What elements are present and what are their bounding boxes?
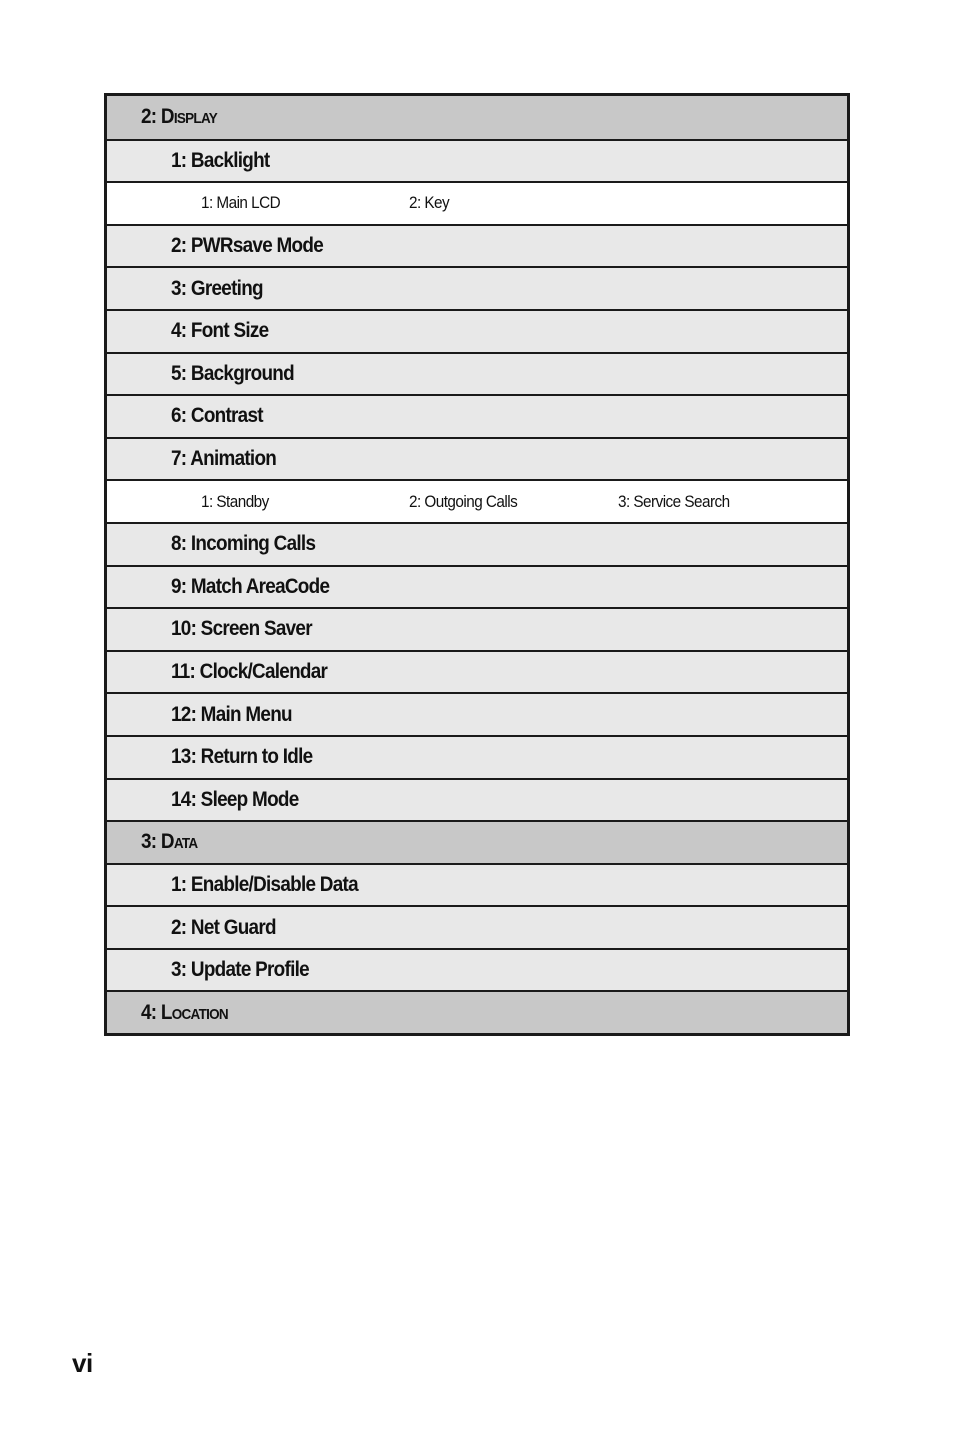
menu-item-main-menu (107, 692, 847, 735)
section-label: 3: Data (141, 830, 198, 854)
menu-item-screen-saver (107, 607, 847, 650)
menu-item-sleep-mode (107, 778, 847, 821)
submenu-row-backlight (107, 181, 847, 224)
menu-item-enable-disable-data (107, 863, 847, 906)
menu-item-clock-calendar (107, 650, 847, 693)
menu-item-incoming-calls (107, 522, 847, 565)
submenu-option: 2: Outgoing Calls (409, 491, 518, 511)
menu-item-label: 13: Return to Idle (171, 745, 313, 769)
menu-item-match-areacode (107, 565, 847, 608)
menu-item-label: 11: Clock/Calendar (171, 660, 328, 684)
menu-item-label: 3: Update Profile (171, 958, 309, 982)
menu-item-background (107, 352, 847, 395)
page-number: vi (72, 1348, 93, 1378)
menu-item-label: 2: Net Guard (171, 915, 276, 939)
menu-item-label: 8: Incoming Calls (171, 532, 316, 556)
menu-table (104, 93, 850, 1036)
menu-item-label: 3: Greeting (171, 276, 263, 300)
menu-item-pwrsave-mode (107, 224, 847, 267)
submenu-option: 1: Main LCD (201, 193, 281, 213)
menu-item-contrast (107, 394, 847, 437)
menu-item-label: 9: Match AreaCode (171, 574, 330, 598)
menu-item-return-to-idle (107, 735, 847, 778)
menu-item-font-size (107, 309, 847, 352)
menu-item-net-guard (107, 905, 847, 948)
submenu-option: 2: Key (409, 193, 450, 213)
menu-item-label: 5: Background (171, 361, 294, 385)
submenu-option: 3: Service Search (618, 491, 730, 511)
menu-item-label: 7: Animation (171, 447, 277, 471)
section-data (107, 820, 847, 863)
menu-item-update-profile (107, 948, 847, 991)
section-label: 4: Location (141, 1000, 228, 1024)
menu-item-label: 12: Main Menu (171, 702, 292, 726)
menu-item-label: 14: Sleep Mode (171, 787, 299, 811)
submenu-option: 1: Standby (201, 491, 269, 511)
menu-item-animation (107, 437, 847, 480)
section-location (107, 990, 847, 1033)
section-display (107, 96, 847, 139)
menu-item-label: 4: Font Size (171, 319, 269, 343)
submenu-row-animation (107, 479, 847, 522)
menu-item-label: 6: Contrast (171, 404, 263, 428)
menu-item-label: 1: Enable/Disable Data (171, 872, 358, 896)
menu-item-backlight (107, 139, 847, 182)
menu-item-label: 1: Backlight (171, 148, 270, 172)
section-label: 2: Display (141, 105, 218, 129)
menu-item-label: 2: PWRsave Mode (171, 234, 324, 258)
menu-item-label: 10: Screen Saver (171, 617, 312, 641)
menu-item-greeting (107, 266, 847, 309)
